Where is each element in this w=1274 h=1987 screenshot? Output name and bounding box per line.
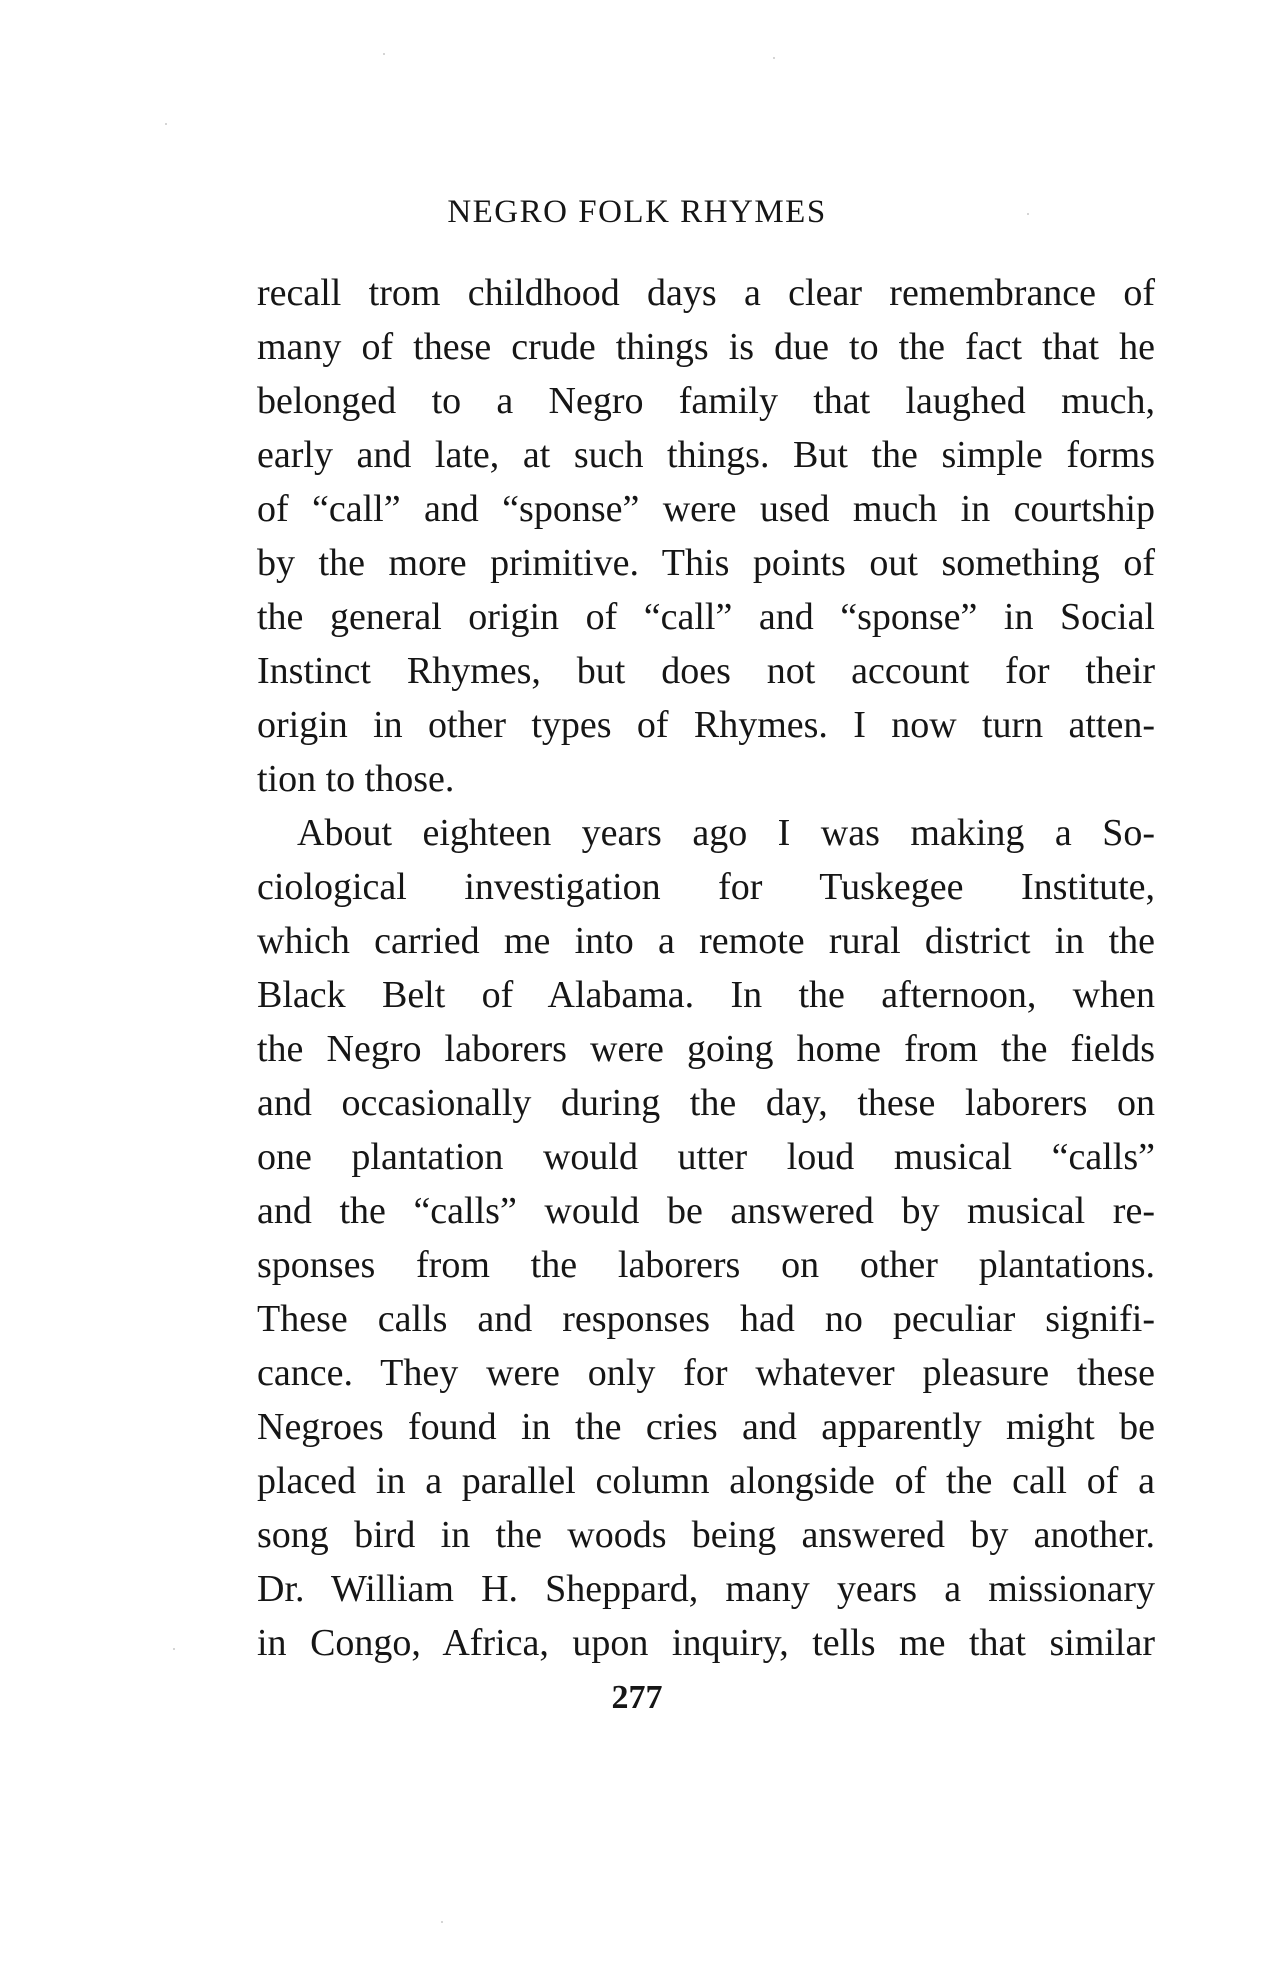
text-line: recall trom childhood days a clear remembrance of [257, 272, 1155, 314]
text-line: belonged to a Negro family that laughed much, [257, 380, 1155, 422]
scan-speck [441, 1921, 443, 1923]
scan-speck [165, 123, 167, 125]
text-line: Dr. William H. Sheppard, many years a missionary [257, 1568, 1155, 1610]
text-line: Black Belt of Alabama. In the afternoon, when [257, 974, 1155, 1016]
text-line: Negroes found in the cries and apparently might be [257, 1406, 1155, 1448]
text-line: ciological investigation for Tuskegee Institute, [257, 866, 1155, 908]
paragraph-1 [257, 266, 1155, 806]
body-text [257, 266, 1155, 1670]
text-line: These calls and responses had no peculiar signifi- [257, 1298, 1155, 1340]
text-line: Instinct Rhymes, but does not account for their [257, 650, 1155, 692]
text-line: the general origin of “call” and “sponse” in Social [257, 596, 1155, 638]
text-line: many of these crude things is due to the fact that he [257, 326, 1155, 368]
running-head: NEGRO FOLK RHYMES [447, 194, 827, 230]
text-line: and occasionally during the day, these laborers on [257, 1082, 1155, 1124]
text-line: in Congo, Africa, upon inquiry, tells me that similar [257, 1622, 1155, 1664]
text-line: sponses from the laborers on other plantations. [257, 1244, 1155, 1286]
text-line: origin in other types of Rhymes. I now turn atten- [257, 704, 1155, 746]
text-line: About eighteen years ago I was making a So- [297, 812, 1155, 854]
page-number: 277 [611, 1679, 663, 1716]
scan-speck [1027, 213, 1029, 215]
text-line: tion to those. [257, 758, 455, 800]
text-line: one plantation would utter loud musical “calls” [257, 1136, 1155, 1178]
text-line: early and late, at such things. But the simple forms [257, 434, 1155, 476]
scan-speck [773, 57, 775, 59]
text-line: the Negro laborers were going home from the fields [257, 1028, 1155, 1070]
text-line: of “call” and “sponse” were used much in courtship [257, 488, 1155, 530]
scan-speck [383, 53, 385, 55]
scan-speck [173, 1648, 175, 1650]
text-line: which carried me into a remote rural district in the [257, 920, 1155, 962]
text-line: and the “calls” would be answered by musical re- [257, 1190, 1155, 1232]
text-line: by the more primitive. This points out something of [257, 542, 1155, 584]
paragraph-2 [257, 806, 1155, 1670]
text-line: cance. They were only for whatever pleasure these [257, 1352, 1155, 1394]
text-line: song bird in the woods being answered by another. [257, 1514, 1155, 1556]
text-line: placed in a parallel column alongside of the call of a [257, 1460, 1155, 1502]
